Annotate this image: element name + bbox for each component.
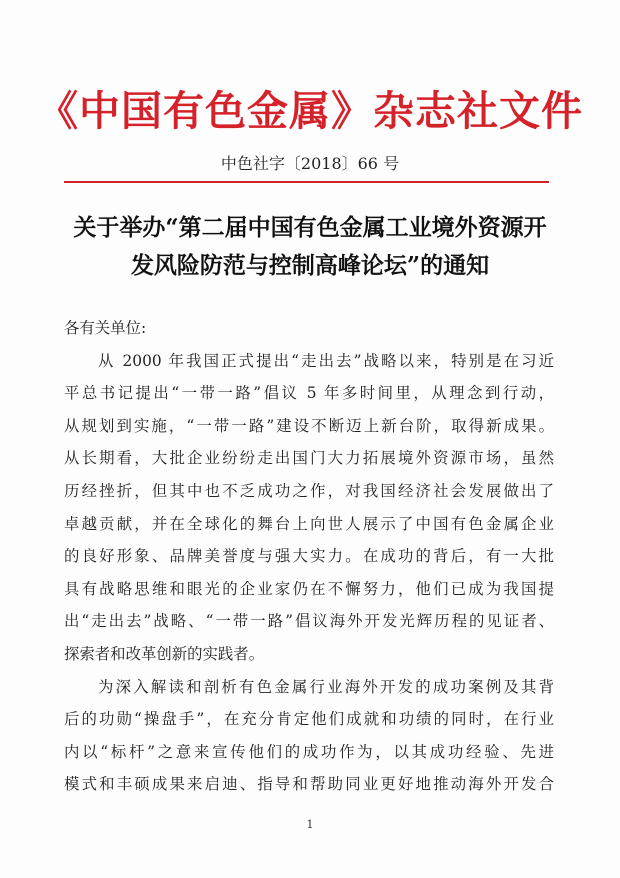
notice-title [40,209,580,285]
header-divider-rule [64,181,549,183]
body-line: 从规划到实施，“一带一路”建设不断迈上新台阶，取得新成果。 [64,416,554,435]
body-line: 为深入解读和剖析有色金属行业海外开发的成功案例及其背 [98,677,554,696]
body-line: 出“走出去”战略、“一带一路”倡议海外开发光辉历程的见证者、 [64,612,554,631]
notice-title-line: 发风险防范与控制高峰论坛”的通知 [130,252,490,279]
notice-title-line: 关于举办“第二届中国有色金属工业境外资源开 [73,214,547,241]
body-line: 模式和丰硕成果来启迪、指导和帮助同业更好地推动海外开发合 [64,775,554,794]
body-line: 平总书记提出“一带一路”倡议 5 年多时间里，从理念到行动， [64,384,554,403]
body-line: 具有战略思维和眼光的企业家仍在不懈努力，他们已成为我国提 [64,579,554,598]
notice-body [64,312,554,801]
body-line: 探索者和改革创新的实践者。 [64,644,265,663]
body-line: 的良好形象、品牌美誉度与强大实力。在成功的背后，有一大批 [64,547,554,566]
document-number: 中色社字〔2018〕66 号 [220,154,400,173]
page-number: 1 [306,818,314,831]
body-line: 后的功勋“操盘手”，在充分肯定他们成就和功绩的同时，在行业 [64,710,554,729]
body-line: 历经挫折，但其中也不乏成功之作，对我国经济社会发展做出了 [64,481,554,500]
publisher-header-title: 《中国有色金属》杂志社文件 [37,87,583,135]
body-line: 从 2000 年我国正式提出“走出去”战略以来，特别是在习近 [98,351,554,370]
salutation: 各有关单位: [64,319,147,337]
body-line: 内以“标杆”之意来宣传他们的成功作为，以其成功经验、先进 [64,742,554,761]
body-line: 卓越贡献，并在全球化的舞台上向世人展示了中国有色金属企业 [64,514,554,533]
body-line: 从长期看，大批企业纷纷走出国门大力拓展境外资源市场，虽然 [64,449,554,468]
